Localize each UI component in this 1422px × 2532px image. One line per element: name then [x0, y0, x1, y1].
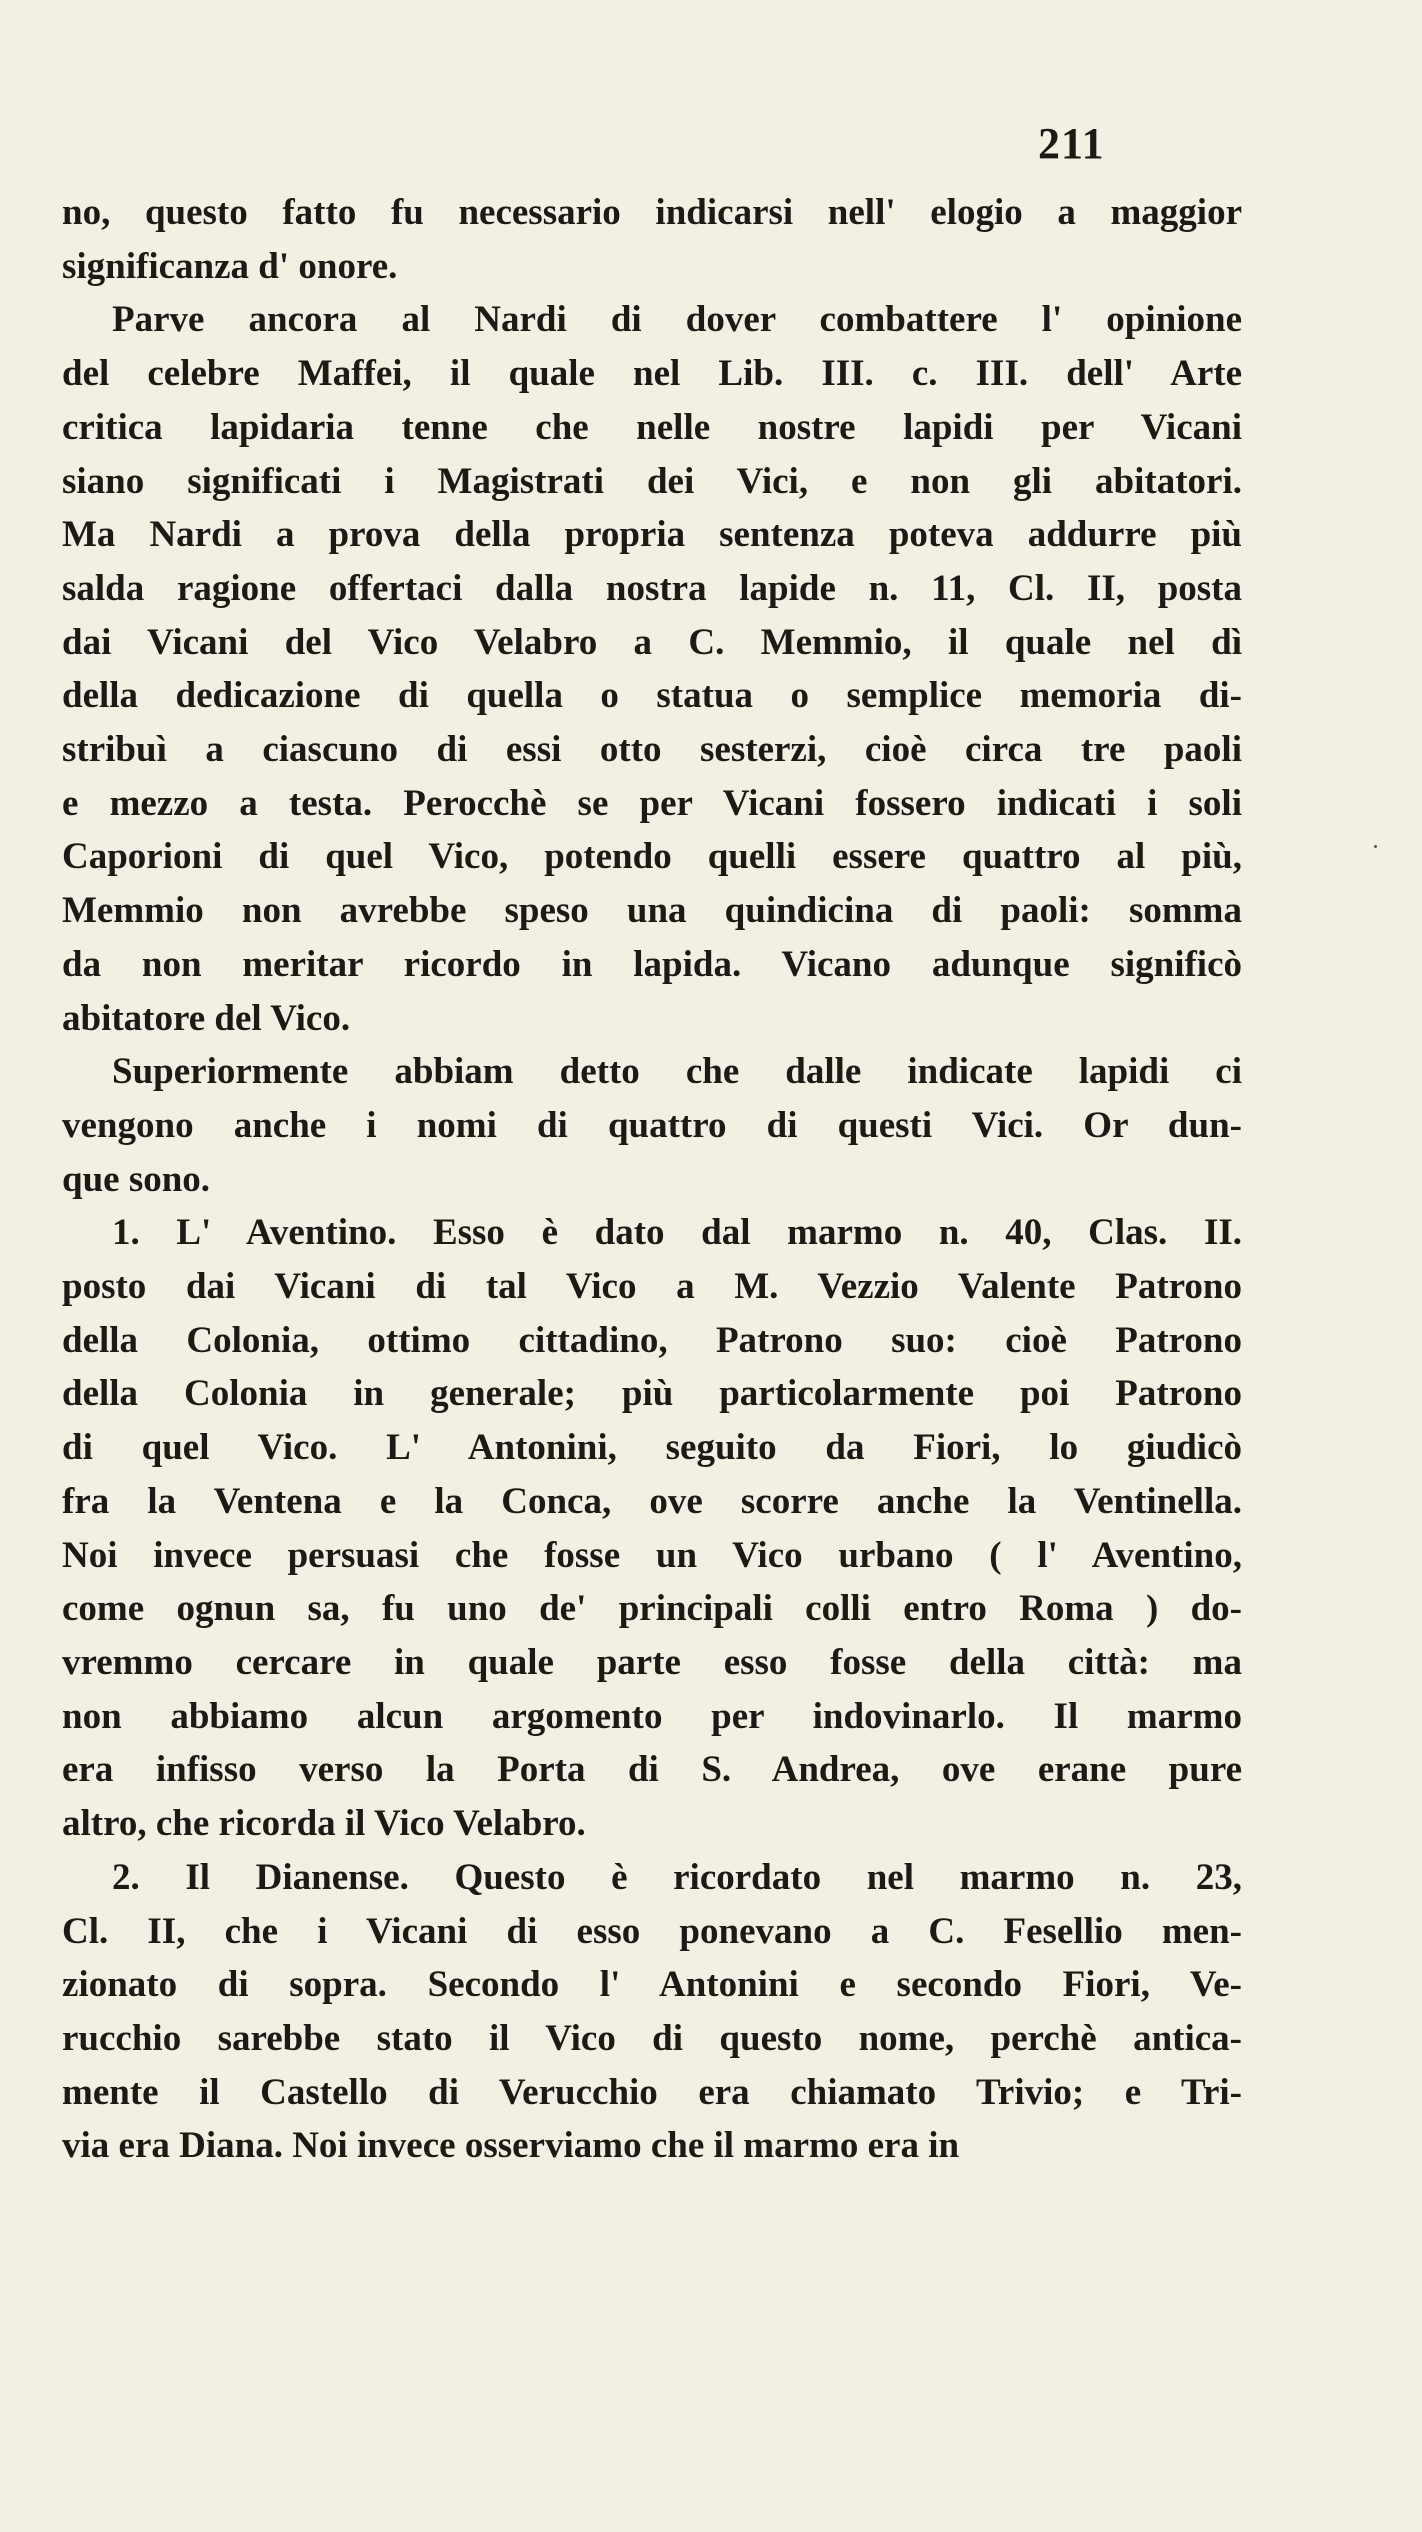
text-line: altro, che ricorda il Vico Velabro. — [62, 1803, 586, 1845]
text-line: vengono anche i nomi di quattro di questi Vici. Or dun- — [62, 1104, 1242, 1146]
text-line: da non meritar ricordo in lapida. Vicano adunque significò — [62, 943, 1242, 985]
text-line: della dedicazione di quella o statua o semplice memoria di- — [62, 675, 1242, 717]
text-line: Parve ancora al Nardi di dover combattere l' opinione — [112, 299, 1242, 341]
text-line: salda ragione offertaci dalla nostra lapide n. 11, Cl. II, posta — [62, 567, 1242, 609]
text-line: e mezzo a testa. Perocchè se per Vicani fossero indicati i soli — [62, 782, 1242, 824]
page-number: 211 — [1038, 119, 1105, 168]
text-line: Memmio non avrebbe speso una quindicina di paoli: somma — [62, 890, 1242, 932]
text-line: rucchio sarebbe stato il Vico di questo nome, perchè antica- — [62, 2017, 1242, 2059]
text-line: non abbiamo alcun argomento per indovinarlo. Il marmo — [62, 1695, 1242, 1737]
text-line: della Colonia in generale; più particolarmente poi Patrono — [62, 1373, 1242, 1415]
text-line: della Colonia, ottimo cittadino, Patrono suo: cioè Patrono — [62, 1319, 1242, 1361]
text-line: Noi invece persuasi che fosse un Vico urbano ( l' Aventino, — [62, 1534, 1242, 1576]
text-line: fra la Ventena e la Conca, ove scorre anche la Ventinella. — [62, 1480, 1242, 1522]
text-line: Ma Nardi a prova della propria sentenza poteva addurre più — [62, 514, 1242, 556]
text-line: vremmo cercare in quale parte esso fosse della città: ma — [62, 1641, 1242, 1683]
text-line: Superiormente abbiam detto che dalle indicate lapidi ci — [112, 1051, 1242, 1093]
text-line: via era Diana. Noi invece osserviamo che il marmo era in — [62, 2125, 960, 2167]
body-text — [62, 186, 1242, 2173]
text-line: come ognun sa, fu uno de' principali colli entro Roma ) do- — [62, 1588, 1242, 1630]
text-line: 2. Il Dianense. Questo è ricordato nel marmo n. 23, — [112, 1856, 1242, 1898]
paper-speck — [1374, 845, 1377, 848]
text-line: significanza d' onore. — [62, 245, 398, 287]
text-line: zionato di sopra. Secondo l' Antonini e secondo Fiori, Ve- — [62, 1964, 1242, 2006]
text-line: posto dai Vicani di tal Vico a M. Vezzio Valente Patrono — [62, 1266, 1242, 1308]
text-line: dai Vicani del Vico Velabro a C. Memmio, il quale nel dì — [62, 621, 1242, 663]
text-line: Caporioni di quel Vico, potendo quelli essere quattro al più, — [62, 836, 1242, 878]
text-line: abitatore del Vico. — [62, 997, 351, 1039]
text-line: di quel Vico. L' Antonini, seguito da Fiori, lo giudicò — [62, 1427, 1242, 1469]
text-line: critica lapidaria tenne che nelle nostre lapidi per Vicani — [62, 406, 1242, 448]
text-line: que sono. — [62, 1158, 211, 1200]
text-line: era infisso verso la Porta di S. Andrea, ove erane pure — [62, 1749, 1242, 1791]
text-line: Cl. II, che i Vicani di esso ponevano a C. Fesellio men- — [62, 1910, 1242, 1952]
text-line: siano significati i Magistrati dei Vici, e non gli abitatori. — [62, 460, 1242, 502]
text-line: mente il Castello di Verucchio era chiamato Trivio; e Tri- — [62, 2071, 1242, 2113]
text-line: del celebre Maffei, il quale nel Lib. III. c. III. dell' Arte — [62, 353, 1242, 395]
text-line: no, questo fatto fu necessario indicarsi nell' elogio a maggior — [62, 192, 1242, 233]
text-line: 1. L' Aventino. Esso è dato dal marmo n. 40, Clas. II. — [112, 1212, 1242, 1254]
text-line: stribuì a ciascuno di essi otto sesterzi, cioè circa tre paoli — [62, 729, 1242, 771]
